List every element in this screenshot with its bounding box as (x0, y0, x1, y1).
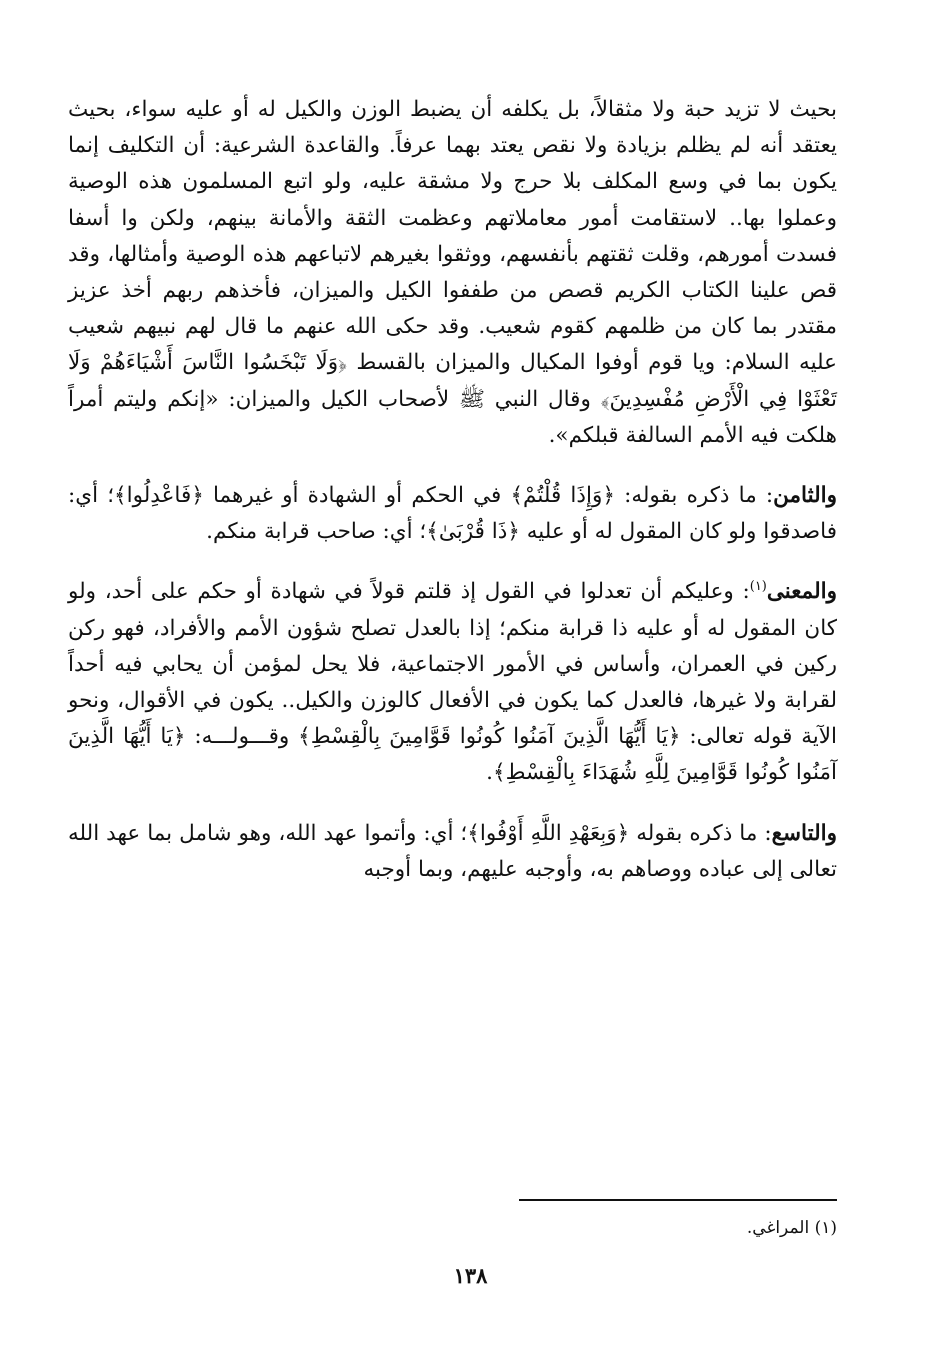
paragraph-2 (68, 478, 837, 550)
paragraph-3-text: : وعليكم أن تعدلوا في القول إذ قلتم قولاً في شهادة أو حكم على أحد، ولو كان المقول له أو عليه ذا قرابة منكم؛ إذا بالعدل تصلح شؤون الأمم والأفراد، فهو ركن ركين في العمران، وأساس في الأمور الاجتماعية، فلا يحل لمؤمن أن يحابي فيه أحداً لقرابة ولا غيرها، فالعدل كما يكون في الأفعال كالوزن والكيل.. يكون في الأقوال، ونحو الآية قوله تعالى: ﴿يَا أَيُّهَا الَّذِينَ آمَنُوا كُونُوا قَوَّامِينَ بِالْقِسْطِ﴾ وقـــولـــه: ﴿يَا أَيُّهَا الَّذِينَ آمَنُوا كُونُوا قَوَّامِينَ لِلَّهِ شُهَدَاءَ بِالْقِسْطِ﴾. (68, 579, 837, 786)
paragraph-3 (68, 574, 837, 791)
footnote-reference: (١) (749, 579, 767, 595)
paragraph-4-heading: والتاسع (771, 820, 837, 846)
paragraph-2-text: : ما ذكره بقوله: ﴿وَإِذَا قُلْتُمْ﴾ في الحكم أو الشهادة أو غيرهما ﴿فَاعْدِلُوا﴾؛ أي: فاصدقوا ولو كان المقول له أو عليه ﴿ذَا قُرْبَىٰ﴾؛ أي: صاحب قرابة منكم. (68, 483, 837, 545)
paragraph-4 (68, 816, 837, 888)
page-number: ١٣٨ (453, 1263, 488, 1288)
footnote-divider (519, 1199, 837, 1201)
paragraph-3-heading: والمعنى (766, 579, 837, 605)
paragraph-4-text: : ما ذكره بقوله ﴿وَبِعَهْدِ اللَّهِ أَوْفُوا﴾؛ أي: وأتموا عهد الله، وهو شامل بما عهد الله تعالى إلى عباده ووصاهم به، وأوجبه عليهم، وبما أوجبه (68, 820, 837, 882)
paragraph-1: بحيث لا تزيد حبة ولا مثقالاً، بل يكلفه أن يضبط الوزن والكيل له أو عليه سواء، بحيث يعتقد أنه لم يظلم بزيادة ولا نقص يعتد بهما عرفاً. والقاعدة الشرعية: أن التكليف إنما يكون بما في وسع المكلف بلا حرج ولا مشقة عليه، ولو اتبع المسلمون هذه الوصية وعملوا بها.. لاستقامت أمور معاملاتهم وعظمت الثقة والأمانة بينهم، ولكن وا أسفا فسدت أمورهم، وقلت ثقتهم بأنفسهم، ووثقوا بغيرهم لاتباعهم هذه الوصية وأمثالها، وقد قص علينا الكتاب الكريم قصص من طففوا الكيل والميزان، فأخذهم ربهم أخذ عزيز مقتدر بما كان من ظلمهم كقوم شعيب. وقد حكى الله عنهم ما قال لهم نبيهم شعيب عليه السلام: ويا قوم أوفوا المكيال والميزان بالقسط ﴿وَلَا تَبْخَسُوا النَّاسَ أَشْيَاءَهُمْ وَلَا تَعْثَوْا فِي الْأَرْضِ مُفْسِدِينَ﴾ وقال النبي ﷺ لأصحاب الكيل والميزان: «إنكم وليتم أمراً هلكت فيه الأمم السالفة قبلكم». (68, 97, 837, 448)
footnote: (١) المراغي. (746, 1218, 837, 1238)
paragraph-2-heading: والثامن (773, 483, 837, 509)
